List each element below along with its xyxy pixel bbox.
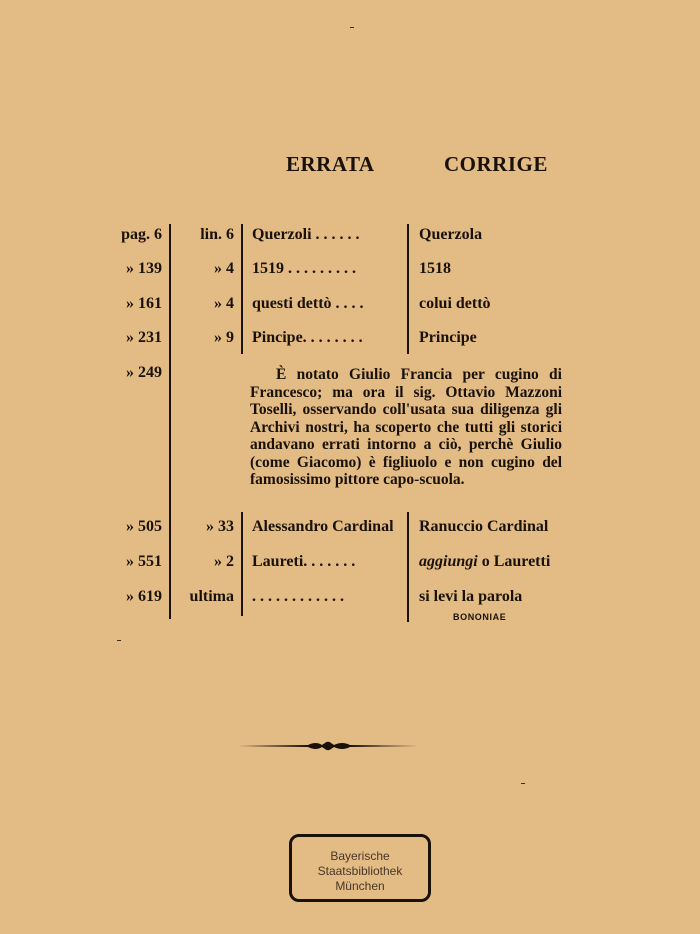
paper-speck (521, 783, 525, 784)
line-ref: » 4 (214, 260, 234, 277)
corrige-text: Querzola (419, 226, 483, 243)
errata-text: Laureti. . . . . . . (252, 553, 356, 570)
corrige-text: Principe (419, 329, 477, 346)
line-ref: » 9 (214, 329, 234, 346)
corrige-text: colui dettò (419, 295, 491, 312)
paper-speck (117, 640, 121, 641)
column-rule-errata-lower (407, 512, 409, 622)
corrige-text (419, 553, 550, 571)
stamp-line: München (335, 879, 385, 893)
page-ref: » 161 (126, 295, 162, 312)
errata-text: . . . . . . . . . . . . (252, 588, 344, 605)
stamp-line: Staatsbibliothek (317, 864, 403, 878)
library-stamp (289, 834, 431, 902)
page-ref: » 231 (126, 329, 162, 346)
page-ref: » 505 (126, 518, 162, 535)
corrige-text: 1518 (419, 260, 451, 277)
errata-text: Alessandro Cardinal (252, 518, 394, 535)
page-ref: » 551 (126, 553, 162, 570)
line-ref: » 4 (214, 295, 234, 312)
paper-speck (350, 27, 354, 28)
column-rule-lin (241, 224, 243, 354)
page-ref: pag. 6 (121, 226, 162, 243)
errata-note: È notato Giulio Francia per cugino di Francesco; ma ora il sig. Ottavio Mazzoni Toselli, osservando coll'usata sua diligenza gli Archivi nostri, ha scoperto che tutti gli storici andavano errati intorno a ciò, perchè Giulio (come Giacomo) è figliuolo e non cugino del famosissimo pittore capo-scuola. (250, 366, 562, 488)
errata-text: 1519 . . . . . . . . . (252, 260, 356, 277)
line-ref: » 33 (206, 518, 234, 535)
corrige-subword: BONONIAE (453, 612, 507, 622)
corrige-rest: o Lauretti (481, 553, 551, 570)
line-ref: lin. 6 (200, 226, 234, 243)
errata-heading: ERRATA (286, 152, 375, 176)
corrige-heading: CORRIGE (444, 152, 548, 176)
page-ref: » 249 (126, 364, 162, 381)
corrige-text: si levi la parola (419, 588, 523, 605)
column-rule-lin-lower (241, 512, 243, 616)
line-ref: » 2 (214, 553, 234, 570)
errata-text: questi dettò . . . . (252, 295, 364, 312)
ornament-divider (238, 738, 418, 754)
page-ref: » 139 (126, 260, 162, 277)
corrige-text: Ranuccio Cardinal (419, 518, 549, 535)
column-rule-pag (169, 224, 171, 619)
errata-text: Querzoli . . . . . . (252, 226, 360, 243)
stamp-line: Bayerische (330, 849, 390, 863)
column-rule-errata (407, 224, 409, 354)
line-ref: ultima (189, 588, 234, 605)
corrige-italic: aggiungi (419, 553, 478, 570)
errata-text: Pincipe. . . . . . . . (252, 329, 363, 346)
page-ref: » 619 (126, 588, 162, 605)
